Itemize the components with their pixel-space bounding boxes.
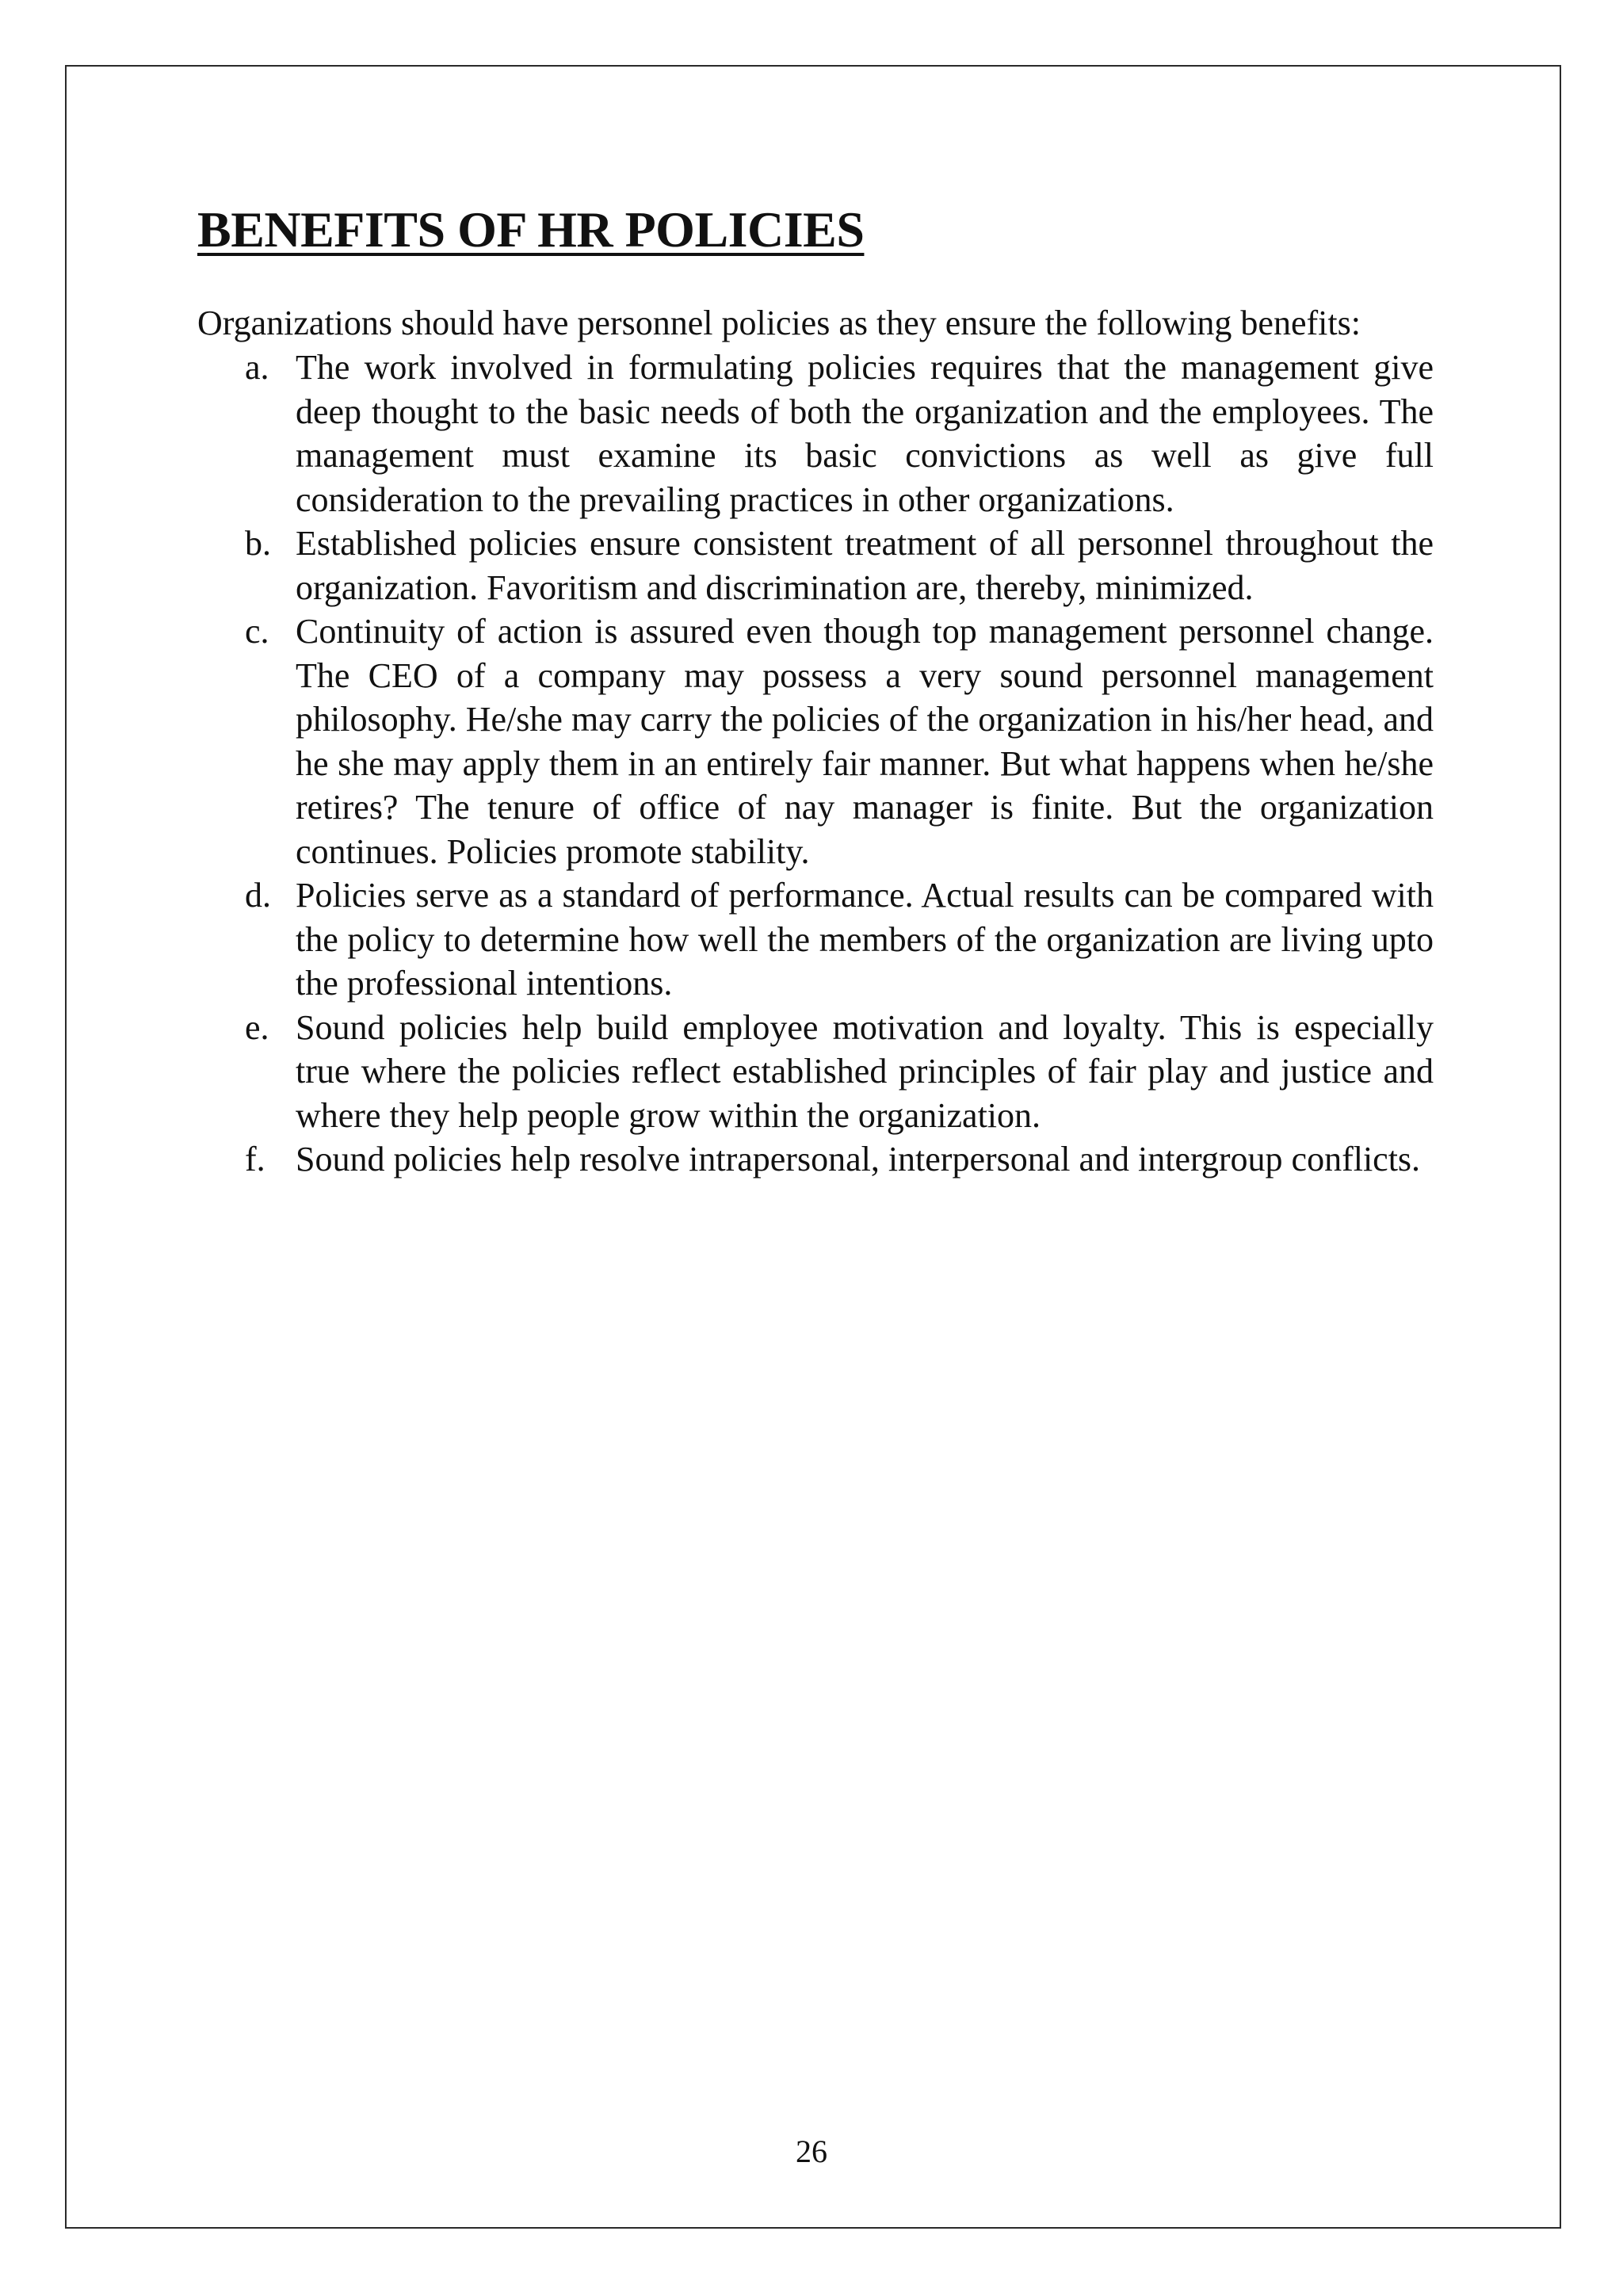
- benefit-text: Established policies ensure consistent treatment of all personnel throughout the organization. Favoritism and discrimination are, thereby, minimized.: [296, 524, 1434, 607]
- benefit-text: Continuity of action is assured even though top management personnel change. The CEO of a company may possess a very sound personnel management philosophy. He/she may carry the policies of the organization in his/her head, and he she may apply them in an entirely fair manner. But what happens when he/she retires? The tenure of office of nay manager is finite. But the organization continues. Policies promote stability.: [296, 612, 1434, 871]
- page-content: [197, 198, 1434, 1182]
- benefit-item-a: [197, 346, 1434, 521]
- benefit-marker: c.: [245, 612, 269, 651]
- benefit-text: The work involved in formulating policies requires that the management give deep thought to the basic needs of both the organization and the employees. The management must examine its basic convictions as well as give full consideration to the prevailing practices in other organizations.: [296, 348, 1434, 519]
- page-number: 26: [796, 2134, 827, 2169]
- benefit-text: Sound policies help resolve intrapersonal, interpersonal and intergroup conflicts.: [296, 1140, 1421, 1179]
- benefit-text: Sound policies help build employee motivation and loyalty. This is especially true where the policies reflect established principles of fair play and justice and where they help people grow within the organization.: [296, 1007, 1434, 1135]
- benefit-item-b: [197, 521, 1434, 609]
- benefit-marker: a.: [245, 348, 269, 387]
- benefit-item-d: [197, 873, 1434, 1006]
- benefit-marker: b.: [245, 524, 271, 563]
- benefit-marker: e.: [245, 1007, 269, 1047]
- page-title: BENEFITS OF HR POLICIES: [197, 201, 865, 258]
- benefit-item-e: [197, 1006, 1434, 1138]
- benefit-item-f: [197, 1137, 1434, 1182]
- benefit-item-c: [197, 609, 1434, 873]
- benefit-text: Policies serve as a standard of performance. Actual results can be compared with the policy to determine how well the members of the organization are living upto the professional intentions.: [296, 876, 1434, 1003]
- benefit-marker: d.: [245, 876, 271, 915]
- benefit-marker: f.: [245, 1140, 265, 1179]
- benefits-list: [197, 346, 1434, 1182]
- intro-paragraph: Organizations should have personnel policies as they ensure the following benefits:: [197, 304, 1361, 342]
